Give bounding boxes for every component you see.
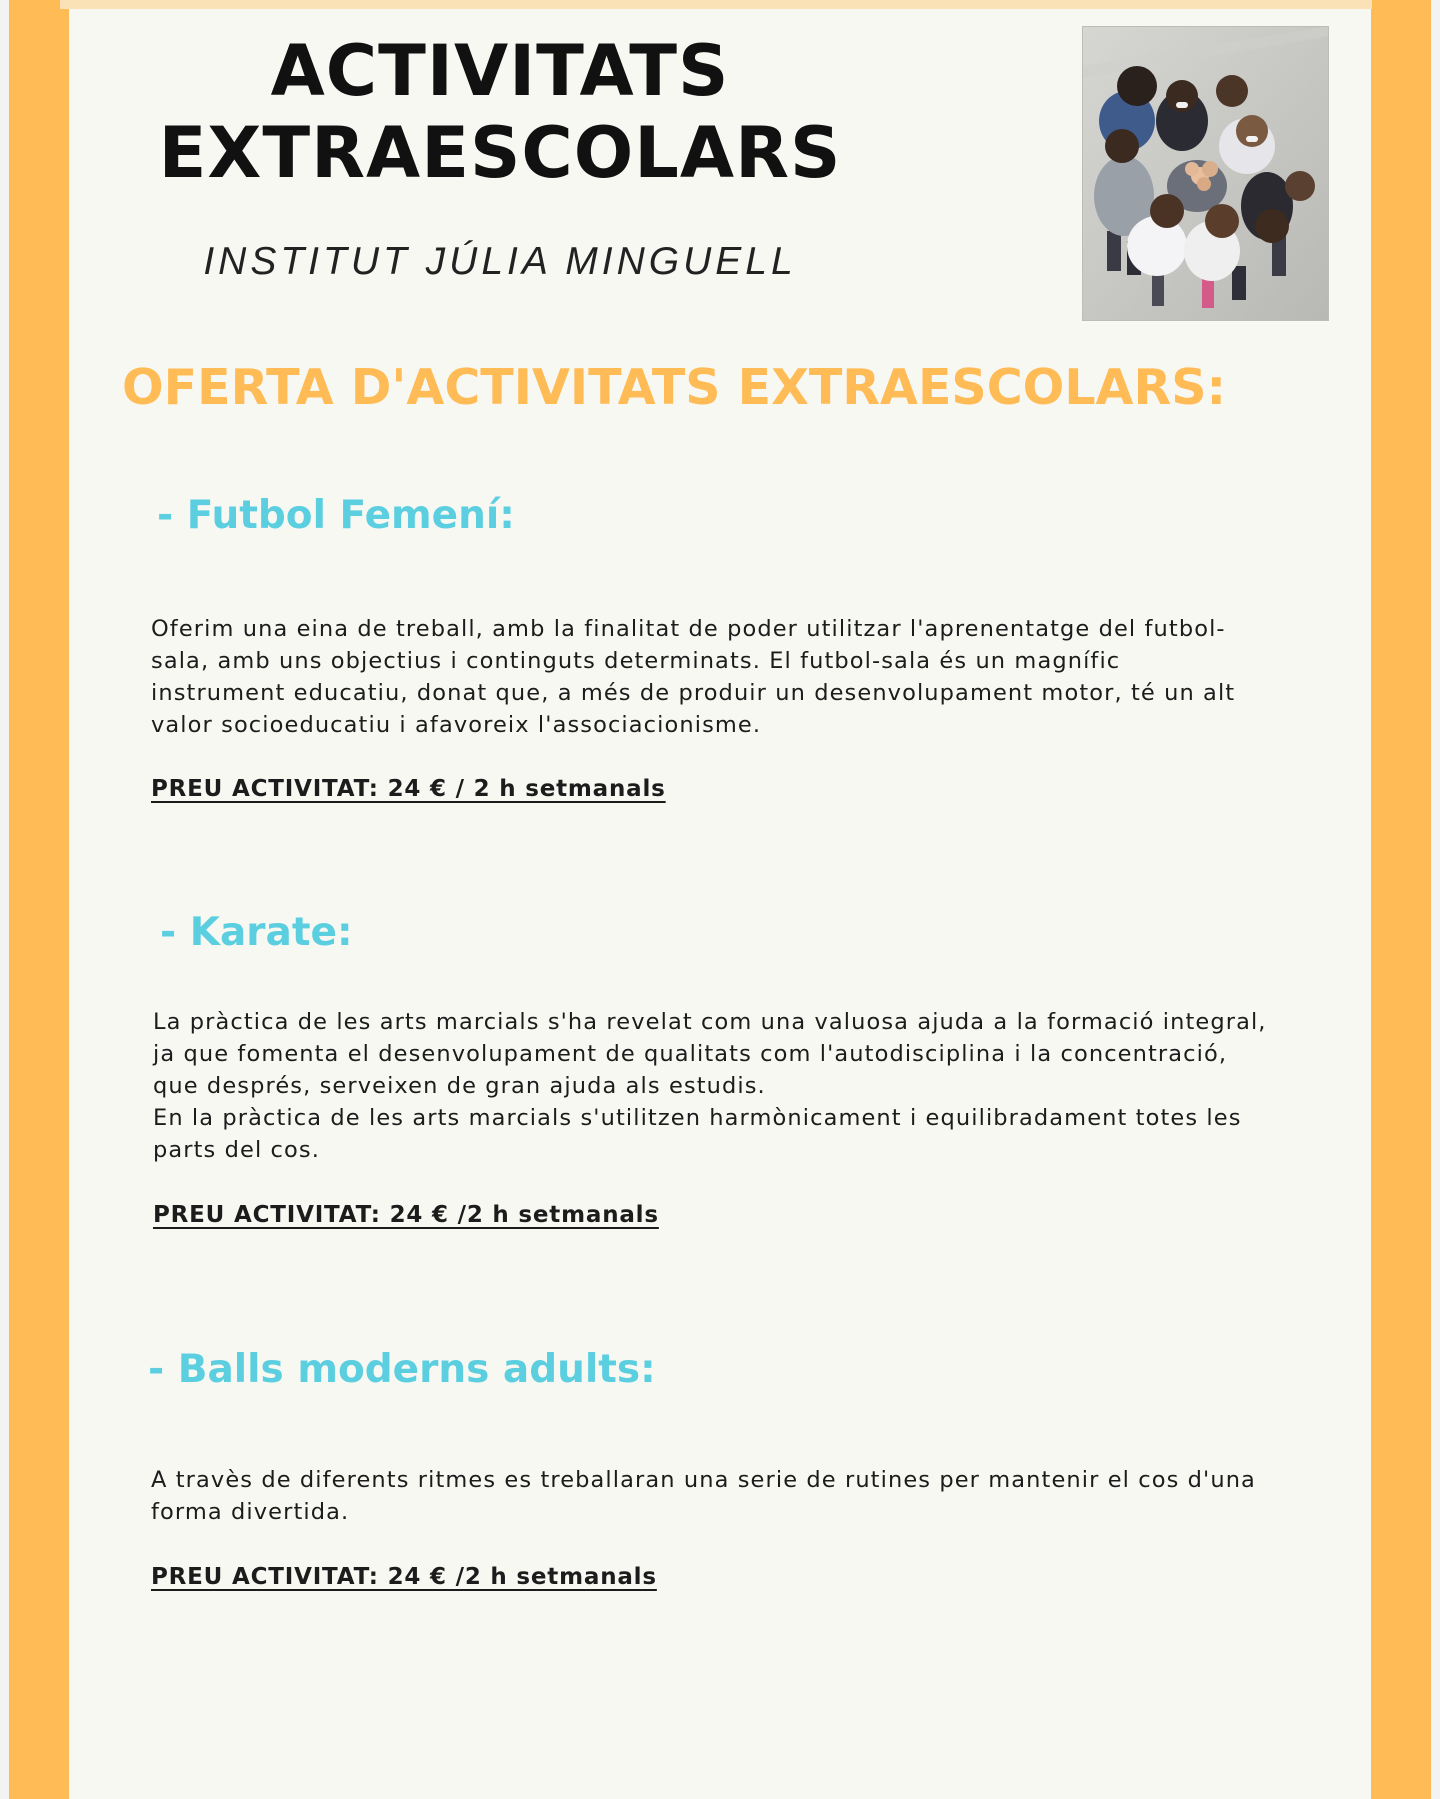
school-name: INSTITUT JÚLIA MINGUELL — [203, 240, 797, 283]
activity-description: La pràctica de les arts marcials s'ha revelat com una valuosa ajuda a la formació integral, ja que fomenta el desenvolupament de qualitats com l'autodisciplina i la concentració, que després, serveixen de gran ajuda als estudis. En la pràctica de les arts marcials s'utilitzen harmònicament i equilibradament totes les parts del cos. — [153, 1009, 1267, 1163]
activity-description: Oferim una eina de treball, amb la finalitat de poder utilitzar l'aprenentatge del futbol- sala, amb uns objectius i continguts determinats. El futbol-sala és un magnífic instrument educatiu, donat que, a més de produir un desenvolupament motor, té un alt valor socioeducatiu i afavoreix l'associacionisme. — [151, 616, 1236, 738]
activity-title: - Karate: — [160, 910, 353, 955]
title-line-1: ACTIVITATS — [270, 30, 730, 112]
document-title — [150, 30, 850, 194]
activity-description: A travès de diferents ritmes es treballaran una serie de rutines per mantenir el cos d'una forma divertida. — [151, 1467, 1256, 1525]
title-line-2: EXTRAESCOLARS — [158, 112, 842, 194]
activity-price: PREU ACTIVITAT: 24 € /2 h setmanals — [151, 1564, 657, 1590]
activity-title: - Balls moderns adults: — [148, 1347, 656, 1392]
activity-price: PREU ACTIVITAT: 24 € /2 h setmanals — [153, 1202, 659, 1228]
students-circle-photo — [1082, 26, 1329, 321]
activity-title: - Futbol Femení: — [157, 493, 515, 538]
activity-price: PREU ACTIVITAT: 24 € / 2 h setmanals — [151, 776, 666, 802]
top-band — [60, 0, 1372, 9]
photo-illustration — [1082, 26, 1329, 321]
offer-heading: OFERTA D'ACTIVITATS EXTRAESCOLARS: — [122, 359, 1227, 416]
